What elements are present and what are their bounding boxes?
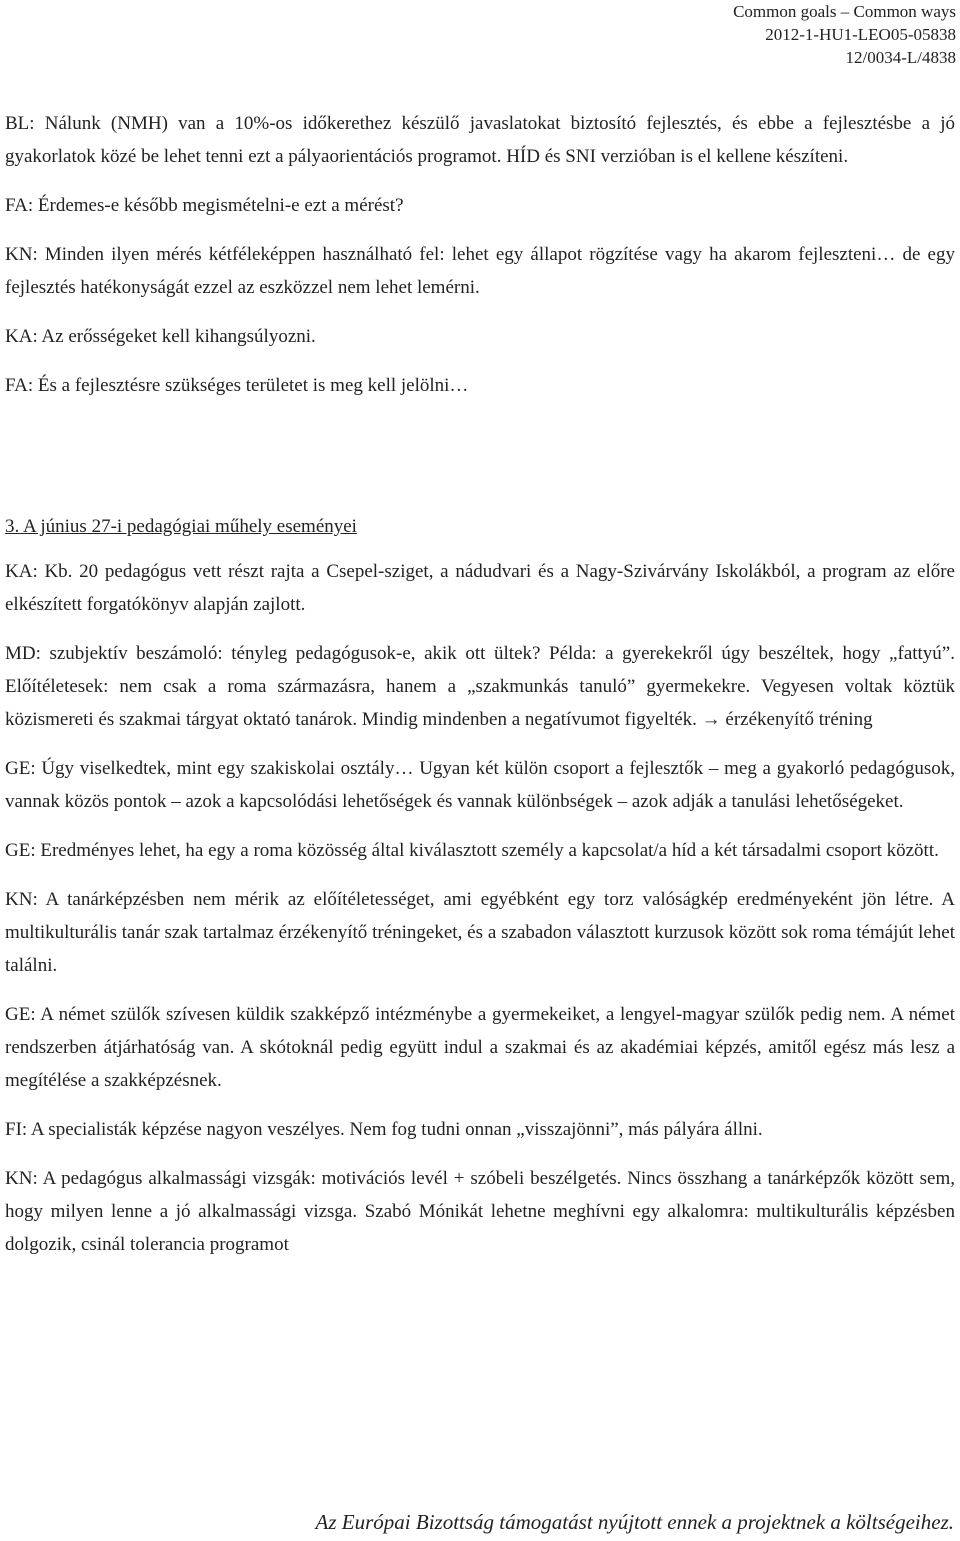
paragraph-kn-teacher-training: KN: A tanárképzésben nem mérik az előítéletességet, ami egyébként egy torz valóságkép eredményeként jön létre. A multikulturális tanár szak tartalmaz érzékenyítő tréningeket, és a szabadon választott kurzusok között sok roma témájút lehet találni. — [5, 889, 955, 976]
section-heading: 3. A június 27-i pedagógiai műhely eseményei — [5, 516, 357, 537]
header-project-code: 2012-1-HU1-LEO05-05838 — [765, 25, 956, 44]
paragraph-ge-bridge: GE: Eredményes lehet, ha egy a roma közösség által kiválasztott személy a kapcsolat/a híd a két társadalmi csoport között. — [5, 840, 939, 861]
paragraph-ka-strengths: KA: Az erősségeket kell kihangsúlyozni. — [5, 326, 316, 347]
paragraph-ge-behaviour: GE: Úgy viselkedtek, mint egy szakiskolai osztály… Ugyan két külön csoport a fejlesztők – meg a gyakorló pedagógusok, vannak közös pontok – azok a kapcsolódási lehetőségek és vannak különbségek – azok adják a tanulási lehetőségeket. — [5, 758, 955, 812]
paragraph-fa-question: FA: Érdemes-e később megismételni-e ezt a mérést? — [5, 195, 404, 216]
paragraph-kn-aptitude: KN: A pedagógus alkalmassági vizsgák: motivációs levél + szóbeli beszélgetés. Nincs összhang a tanárképzők között sem, hogy milyen lenne a jó alkalmassági vizsga. Szabó Mónikát lehetne meghívni egy alkalomra: multikulturális képzésben dolgozik, csinál tolerancia programot — [5, 1168, 955, 1255]
paragraph-bl-proposal: BL: Nálunk (NMH) van a 10%-os időkerethez készülő javaslatokat biztosító fejlesztés, és ebbe a fejlesztésbe a jó gyakorlatok közé be lehet tenni ezt a pályaorientációs programot. HÍD és SNI verzióban is el kellene készíteni. — [5, 113, 955, 167]
paragraph-ka-workshop: KA: Kb. 20 pedagógus vett részt rajta a Csepel-sziget, a nádudvari és a Nagy-Szivárvány Iskolákból, a program az előre elkészített forgatókönyv alapján zajlott. — [5, 561, 955, 615]
page-footer: Az Európai Bizottság támogatást nyújtott ennek a projektnek a költségeihez. — [315, 1510, 954, 1534]
header-project-title: Common goals – Common ways — [733, 2, 956, 21]
paragraph-ge-parents: GE: A német szülők szívesen küldik szakképző intézménybe a gyermekeiket, a lengyel-magyar szülők pedig nem. A német rendszerben átjárhatóság van. A skótoknál pedig együtt indul a szakmai és az akadémiai képzés, amitől egész más lesz a megítélése a szakképzésnek. — [5, 1004, 955, 1091]
paragraph-fi-specialists: FI: A specialisták képzése nagyon veszélyes. Nem fog tudni onnan „visszajönni”, más pályára állni. — [5, 1119, 763, 1140]
paragraph-md-report: MD: szubjektív beszámoló: tényleg pedagógusok-e, akik ott ültek? Példa: a gyerekekről úgy beszéltek, hogy „fattyú”. Előítéletesek: nem csak a roma származásra, hanem a „szakmunkás tanuló” gyermekekre. Vegyesen voltak köztük közismereti és szakmai tárgyat oktató tanárok. Mindig mindenben a negatívumot figyelték. → érzékenyítő tréning — [5, 643, 955, 730]
header-reference-number: 12/0034-L/4838 — [845, 48, 956, 67]
paragraph-fa-development: FA: És a fejlesztésre szükséges területet is meg kell jelölni… — [5, 375, 469, 396]
document-body — [5, 107, 955, 1277]
page-header — [733, 0, 956, 69]
paragraph-kn-measurement: KN: Minden ilyen mérés kétféleképpen használható fel: lehet egy állapot rögzítése vagy ha akarom fejleszteni… de egy fejlesztés hatékonyságát ezzel az eszközzel nem lehet lemérni. — [5, 244, 955, 298]
